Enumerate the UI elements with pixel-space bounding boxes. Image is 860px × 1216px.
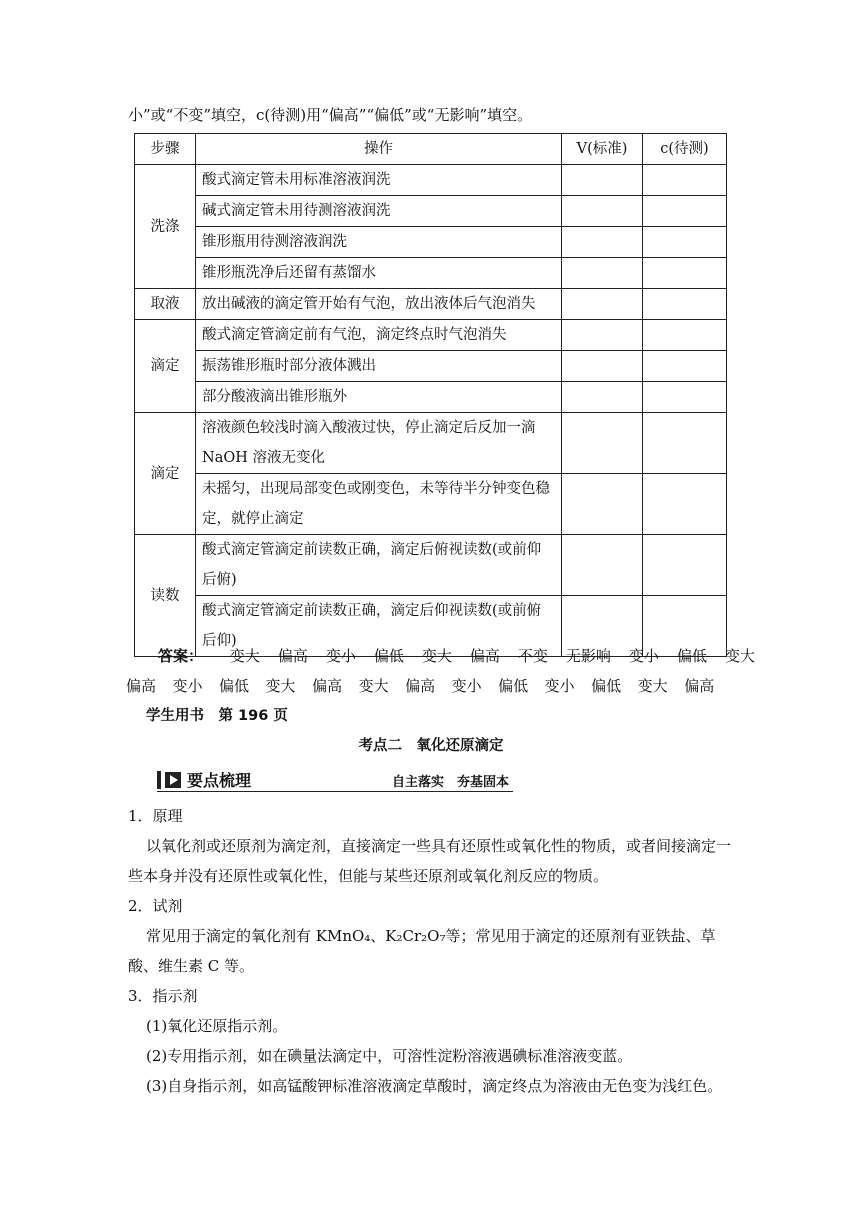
answer-word: 偏低 (373, 647, 404, 665)
heading-principle: 1．原理 (128, 807, 183, 825)
operation-cell: 酸式滴定管滴定前读数正确，滴定后俯视读数(或前仰后俯) (196, 535, 562, 596)
answer-word: 变大 (358, 677, 389, 695)
step-cell: 洗涤 (135, 165, 196, 289)
table-row (135, 474, 727, 535)
answer-word: 变小 (628, 647, 659, 665)
operation-cell: 振荡锥形瓶时部分液体溅出 (196, 351, 562, 382)
answer-word: 不变 (517, 647, 548, 665)
step-cell: 滴定 (135, 320, 196, 413)
operation-cell: 溶液颜色较浅时滴入酸液过快，停止滴定后反加一滴NaOH 溶液无变化 (196, 413, 562, 474)
v-cell (562, 196, 643, 227)
indicator-item: (1)氧化还原指示剂。 (146, 1017, 288, 1035)
header-operation: 操作 (196, 134, 562, 165)
c-cell (643, 289, 727, 320)
principle-body: 以氧化剂或还原剂为滴定剂，直接滴定一些具有还原性或氧化性的物质，或者间接滴定一些本身并没有还原性或氧化性，但能与某些还原剂或氧化剂反应的物质。 (128, 837, 732, 885)
step-cell: 滴定 (135, 413, 196, 535)
answer-word: 偏高 (277, 647, 308, 665)
c-cell (643, 165, 727, 196)
c-cell (643, 413, 727, 474)
c-cell (643, 535, 727, 596)
answer-word: 变大 (421, 647, 452, 665)
answer-label: 答案： (158, 647, 204, 665)
operation-cell: 锥形瓶洗净后还留有蒸馏水 (196, 258, 562, 289)
c-cell (643, 196, 727, 227)
table-row (135, 289, 727, 320)
table-row (135, 535, 727, 596)
c-cell (643, 320, 727, 351)
answer-word: 偏低 (498, 677, 529, 695)
v-cell (562, 351, 643, 382)
table-row (135, 258, 727, 289)
answer-word: 偏高 (312, 677, 343, 695)
v-cell (562, 258, 643, 289)
heading-reagent: 2．试剂 (128, 897, 183, 915)
indicator-item: (2)专用指示剂，如在碘量法滴定中，可溶性淀粉溶液遇碘标准溶液变蓝。 (146, 1047, 633, 1065)
titration-error-table (134, 133, 727, 657)
answer-word: 变大 (265, 677, 296, 695)
answer-word: 偏低 (676, 647, 707, 665)
c-cell (643, 351, 727, 382)
play-icon (165, 772, 181, 788)
operation-cell: 酸式滴定管滴定前读数正确，滴定后仰视读数(或前俯后仰) (196, 596, 562, 657)
c-cell (643, 382, 727, 413)
reagent-body: 常见用于滴定的氧化剂有 KMnO₄、K₂Cr₂O₇等；常见用于滴定的还原剂有亚铁盐、草酸、维生素 C 等。 (128, 927, 716, 975)
v-cell (562, 474, 643, 535)
answer-line-2 (126, 676, 736, 696)
answer-word: 变小 (451, 677, 482, 695)
answer-word: 偏高 (469, 647, 500, 665)
operation-cell: 部分酸液滴出锥形瓶外 (196, 382, 562, 413)
table-row (135, 320, 727, 351)
banner-bar (157, 771, 161, 789)
c-cell (643, 227, 727, 258)
operation-cell: 碱式滴定管未用待测溶液润洗 (196, 196, 562, 227)
indicator-item: (3)自身指示剂，如高锰酸钾标准溶液滴定草酸时，滴定终点为溶液由无色变为浅红色。 (146, 1077, 723, 1095)
v-cell (562, 289, 643, 320)
heading-indicator: 3．指示剂 (128, 987, 198, 1005)
answer-word: 变小 (544, 677, 575, 695)
answer-word: 偏高 (405, 677, 436, 695)
answer-word: 变大 (229, 647, 260, 665)
header-c-test: c(待测) (643, 134, 727, 165)
section-title: 考点二 氧化还原滴定 (358, 738, 504, 754)
v-cell (562, 165, 643, 196)
banner-underline (157, 791, 513, 793)
answer-word: 变小 (325, 647, 356, 665)
header-v-standard: V(标准) (562, 134, 643, 165)
answer-word: 变大 (637, 677, 668, 695)
v-cell (562, 535, 643, 596)
operation-cell: 未摇匀，出现局部变色或刚变色，未等待半分钟变色稳定，就停止滴定 (196, 474, 562, 535)
book-reference: 学生用书 第 196 页 (146, 708, 288, 724)
intro-text: 小”或“不变”填空，c(待测)用“偏高”“偏低”或“无影响”填空。 (128, 106, 533, 124)
operation-cell: 放出碱液的滴定管开始有气泡，放出液体后气泡消失 (196, 289, 562, 320)
step-cell: 读数 (135, 535, 196, 657)
answer-line-1 (126, 646, 755, 666)
step-cell: 取液 (135, 289, 196, 320)
banner-title: 要点梳理 (187, 771, 252, 790)
banner-subtitle: 自主落实 夯基固本 (391, 775, 509, 790)
operation-cell: 酸式滴定管未用标准溶液润洗 (196, 165, 562, 196)
answer-word: 偏低 (591, 677, 622, 695)
table-header-row (135, 134, 727, 165)
table-row (135, 413, 727, 474)
c-cell (643, 474, 727, 535)
c-cell (643, 258, 727, 289)
v-cell (562, 382, 643, 413)
v-cell (562, 320, 643, 351)
table-row (135, 382, 727, 413)
answer-word: 变大 (724, 647, 755, 665)
table-row (135, 165, 727, 196)
table-row (135, 351, 727, 382)
answer-word: 偏高 (126, 677, 157, 695)
v-cell (562, 413, 643, 474)
table-row (135, 227, 727, 258)
v-cell (562, 227, 643, 258)
header-step: 步骤 (135, 134, 196, 165)
answer-word: 变小 (172, 677, 203, 695)
table-row (135, 196, 727, 227)
operation-cell: 酸式滴定管滴定前有气泡，滴定终点时气泡消失 (196, 320, 562, 351)
answer-word: 偏低 (219, 677, 250, 695)
answer-word: 无影响 (565, 647, 611, 665)
key-points-banner (157, 768, 513, 792)
operation-cell: 锥形瓶用待测溶液润洗 (196, 227, 562, 258)
answer-word: 偏高 (684, 677, 715, 695)
